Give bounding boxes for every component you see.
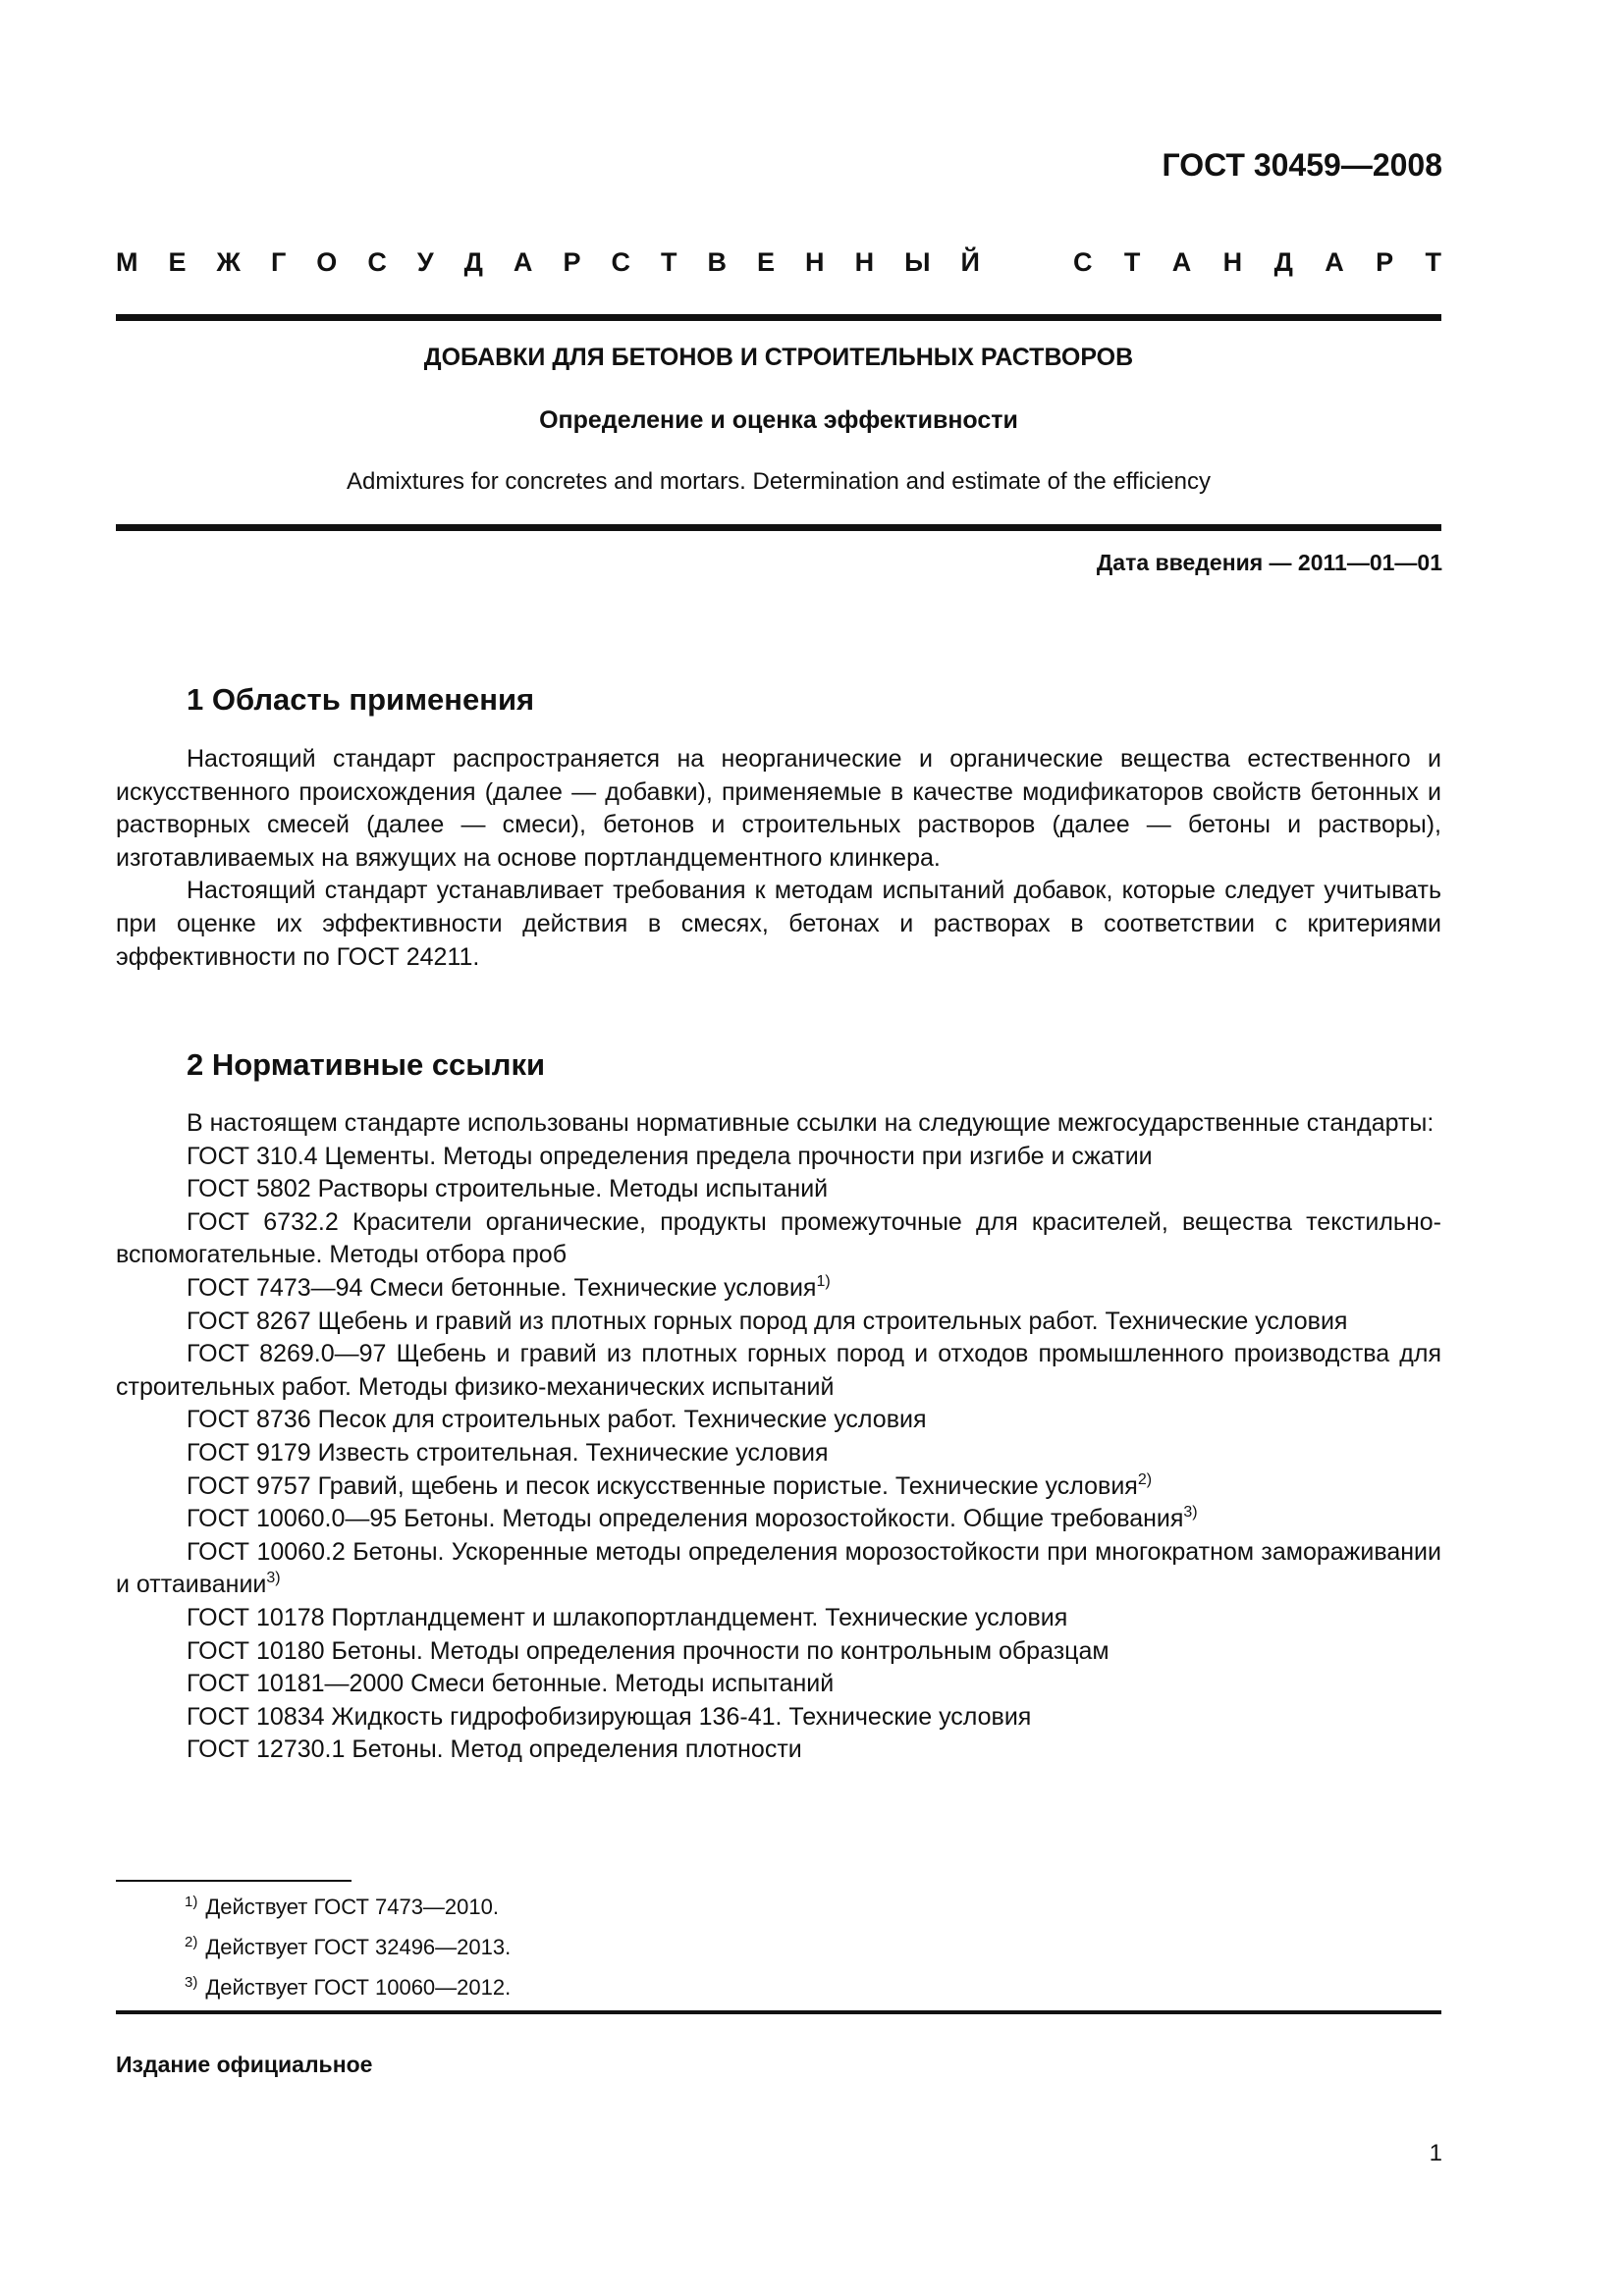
letter: Н (1222, 247, 1243, 277)
reference-item: ГОСТ 10180 Бетоны. Методы определения прочности по контрольным образцам (187, 1636, 1110, 1665)
letter: А (1171, 247, 1192, 277)
document-title: ДОБАВКИ ДЛЯ БЕТОНОВ И СТРОИТЕЛЬНЫХ РАСТВОРОВ (423, 344, 1134, 371)
section-1-heading: 1 Область применения (187, 682, 535, 717)
footer-divider (116, 2010, 1441, 2014)
footnote-marker: 2) (1137, 1470, 1153, 1488)
letter: У (416, 247, 434, 277)
section-1-body (116, 743, 1441, 974)
letter: Е (168, 247, 187, 277)
letter: Н (854, 247, 875, 277)
reference-item: ГОСТ 8267 Щебень и гравий из плотных горных пород для строительных работ. Технические условия (187, 1307, 1348, 1335)
reference-item: ГОСТ 310.4 Цементы. Методы определения предела прочности при изгибе и сжатии (187, 1142, 1153, 1170)
footnote: $^{3)}$ Действует ГОСТ 10060—2012. (185, 1974, 512, 2000)
document-subtitle: Определение и оценка эффективности (539, 406, 1018, 434)
letter: С (1073, 247, 1093, 277)
page-number: 1 (1429, 2140, 1442, 2166)
references-intro: В настоящем стандарте использованы нормативные ссылки на следующие межгосударственные стандарты: (187, 1109, 1435, 1137)
reference-item: ГОСТ 9757 Гравий, щебень и песок искусственные пористые. Технические условия$^{2)}$ (187, 1470, 1153, 1500)
letter: Р (1376, 247, 1394, 277)
footnotes (185, 1885, 511, 2005)
letter: Т (1123, 247, 1141, 277)
section-2-heading: 2 Нормативные ссылки (187, 1047, 546, 1082)
reference-item: ГОСТ 10178 Портландцемент и шлакопортландцемент. Технические условия (187, 1603, 1068, 1631)
letter: Г (270, 247, 287, 277)
letter: Ж (216, 247, 241, 277)
reference-item: ГОСТ 12730.1 Бетоны. Метод определения плотности (187, 1735, 802, 1764)
standard-word (1073, 247, 1441, 278)
reference-item: ГОСТ 7473—94 Смеси бетонные. Технические условия$^{1)}$ (187, 1272, 831, 1302)
english-title: Admixtures for concretes and mortars. Determination and estimate of the efficiency (347, 468, 1211, 495)
footnote: $^{1)}$ Действует ГОСТ 7473—2010. (185, 1894, 499, 1919)
letter: С (367, 247, 387, 277)
letter: М (116, 247, 138, 277)
paragraph: Настоящий стандарт распространяется на неорганические и органические вещества естественного и искусственного происхождения (далее — добавки), применяемые в качестве модификаторов свойств бетонных и растворных смесей (далее — смеси), бетонов и строительных растворов (далее — бетоны и растворы), изготавливаемых на вяжущих на основе портландцементного клинкера. (116, 745, 1441, 872)
reference-item: ГОСТ 10060.0—95 Бетоны. Методы определения морозостойкости. Общие требования$^{3)}$ (187, 1504, 1198, 1533)
interstate-standard-banner (116, 247, 1441, 278)
header-divider (116, 314, 1441, 321)
reference-item: ГОСТ 5802 Растворы строительные. Методы испытаний (187, 1175, 829, 1203)
footnote-marker: 3) (1183, 1504, 1198, 1522)
letter: Д (463, 247, 483, 277)
letter: А (1325, 247, 1344, 277)
letter: В (707, 247, 727, 277)
letter: О (316, 247, 338, 277)
reference-item: ГОСТ 10060.2 Бетоны. Ускоренные методы определения морозостойкости при многократном замораживании и оттаивании$^{3)}$ (116, 1537, 1441, 1599)
letter: Т (660, 247, 677, 277)
standard-code: ГОСТ 30459—2008 (1162, 147, 1442, 183)
reference-item: ГОСТ 10181—2000 Смеси бетонные. Методы испытаний (187, 1670, 835, 1698)
footnote: $^{2)}$ Действует ГОСТ 32496—2013. (185, 1934, 512, 1959)
letter: Е (757, 247, 776, 277)
reference-item: ГОСТ 8736 Песок для строительных работ. Технические условия (187, 1406, 927, 1434)
letter: Д (1273, 247, 1293, 277)
letter: Р (563, 247, 581, 277)
interstate-word (116, 247, 980, 278)
reference-item: ГОСТ 8269.0—97 Щебень и гравий из плотных горных пород и отходов промышленного производства для строительных работ. Методы физико-механических испытаний (116, 1340, 1441, 1401)
reference-item: ГОСТ 9179 Известь строительная. Технические условия (187, 1438, 829, 1467)
letter: С (611, 247, 630, 277)
introduction-date: Дата введения — 2011—01—01 (1096, 550, 1442, 575)
letter: Й (960, 247, 980, 277)
reference-item: ГОСТ 10834 Жидкость гидрофобизирующая 136-41. Технические условия (187, 1702, 1032, 1731)
reference-item: ГОСТ 6732.2 Красители органические, продукты промежуточные для красителей, вещества текстильно-вспомогательные. Методы отбора проб (116, 1207, 1441, 1269)
letter: Т (1425, 247, 1441, 277)
footnote-separator (116, 1880, 352, 1882)
letter: Н (805, 247, 825, 277)
title-divider (116, 524, 1441, 531)
footnote-marker: 3) (266, 1570, 281, 1587)
letter: А (513, 247, 533, 277)
paragraph: Настоящий стандарт устанавливает требования к методам испытаний добавок, которые следует учитывать при оценке их эффективности действия в смесях, бетонах и растворах в соответствии с критериями эффективности по ГОСТ 24211. (116, 877, 1441, 971)
normative-references (116, 1107, 1441, 1767)
footnote-marker: 1) (816, 1272, 831, 1290)
official-edition-label: Издание официальное (116, 2052, 373, 2077)
letter: Ы (904, 247, 931, 277)
